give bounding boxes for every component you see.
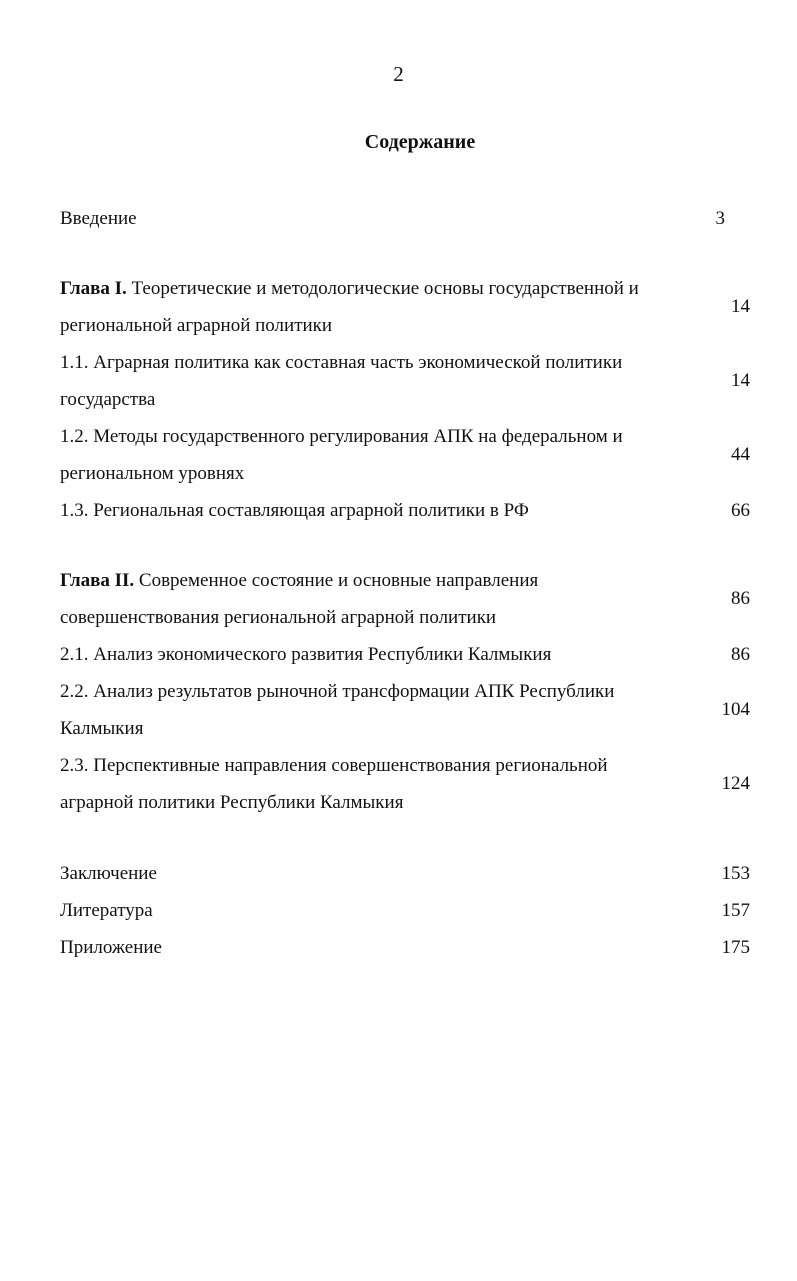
toc-entry-text: 1.3. Региональная составляющая аграрной политики в РФ (60, 500, 529, 521)
toc-entry-page: 124 (721, 773, 750, 794)
toc-entry-chapter-2[interactable] (60, 562, 750, 636)
toc-entry-text: Литература (60, 900, 153, 921)
toc-entry-title: 1.1. Аграрная политика как составная часть экономической политики (60, 352, 623, 373)
toc-entry-title-cont: региональной аграрной политики (60, 315, 333, 336)
toc-entry-title: 2.2. Анализ результатов рыночной трансформации АПК Республики (60, 681, 615, 702)
chapter-label: Глава II. (60, 570, 135, 591)
toc-entry-title-cont: аграрной политики Республики Калмыкия (60, 792, 404, 813)
toc-entry-2-1[interactable] (60, 636, 750, 673)
toc-entry-title: 1.2. Методы государственного регулирования АПК на федеральном и (60, 426, 623, 447)
toc-entry-title-cont: региональном уровнях (60, 463, 245, 484)
toc-entry-page: 175 (721, 937, 750, 958)
toc-entry-1-1[interactable] (60, 344, 750, 418)
toc-entry-text: Приложение (60, 937, 162, 958)
toc-entry-page: 86 (731, 644, 750, 665)
toc-entry-page: 14 (731, 370, 750, 391)
toc-entry-page: 14 (731, 296, 750, 317)
toc-entry-page: 153 (721, 863, 750, 884)
page-number: 2 (393, 62, 404, 86)
toc-entry-text: 2.1. Анализ экономического развития Республики Калмыкия (60, 644, 552, 665)
toc-entry-text (60, 673, 700, 747)
toc-entry-1-3[interactable] (60, 492, 750, 529)
toc-entry-title: 2.3. Перспективные направления совершенствования региональной (60, 755, 608, 776)
toc-entry-page: 86 (731, 588, 750, 609)
toc-entry-title-cont: государства (60, 389, 156, 410)
toc-entry-text (60, 747, 700, 821)
toc-entry-text (60, 344, 700, 418)
toc-entry-2-3[interactable] (60, 747, 750, 821)
toc-entry-appendix[interactable] (60, 929, 750, 966)
toc-entry-page: 157 (721, 900, 750, 921)
toc-entry-literature[interactable] (60, 892, 750, 929)
toc-entry-title-cont: Калмыкия (60, 718, 144, 739)
toc-entry-chapter-1[interactable] (60, 270, 750, 344)
toc-entry-text (60, 562, 700, 636)
toc-entry-introduction[interactable] (60, 200, 750, 237)
toc-entry-text (60, 270, 700, 344)
table-of-contents (60, 200, 750, 966)
toc-entry-title-cont: совершенствования региональной аграрной политики (60, 607, 497, 628)
toc-entry-title: Теоретические и методологические основы государственной и (126, 278, 639, 299)
toc-entry-text: Заключение (60, 863, 157, 884)
toc-entry-page: 3 (715, 208, 725, 229)
toc-entry-text: Введение (60, 208, 137, 229)
toc-entry-text (60, 418, 700, 492)
toc-entry-2-2[interactable] (60, 673, 750, 747)
toc-entry-1-2[interactable] (60, 418, 750, 492)
toc-entry-page: 66 (731, 500, 750, 521)
toc-entry-conclusion[interactable] (60, 855, 750, 892)
toc-entry-page: 104 (721, 699, 750, 720)
toc-entry-title: Современное состояние и основные направления (134, 570, 539, 591)
chapter-label: Глава I. (60, 278, 127, 299)
toc-title: Содержание (364, 131, 476, 153)
toc-entry-page: 44 (731, 444, 750, 465)
